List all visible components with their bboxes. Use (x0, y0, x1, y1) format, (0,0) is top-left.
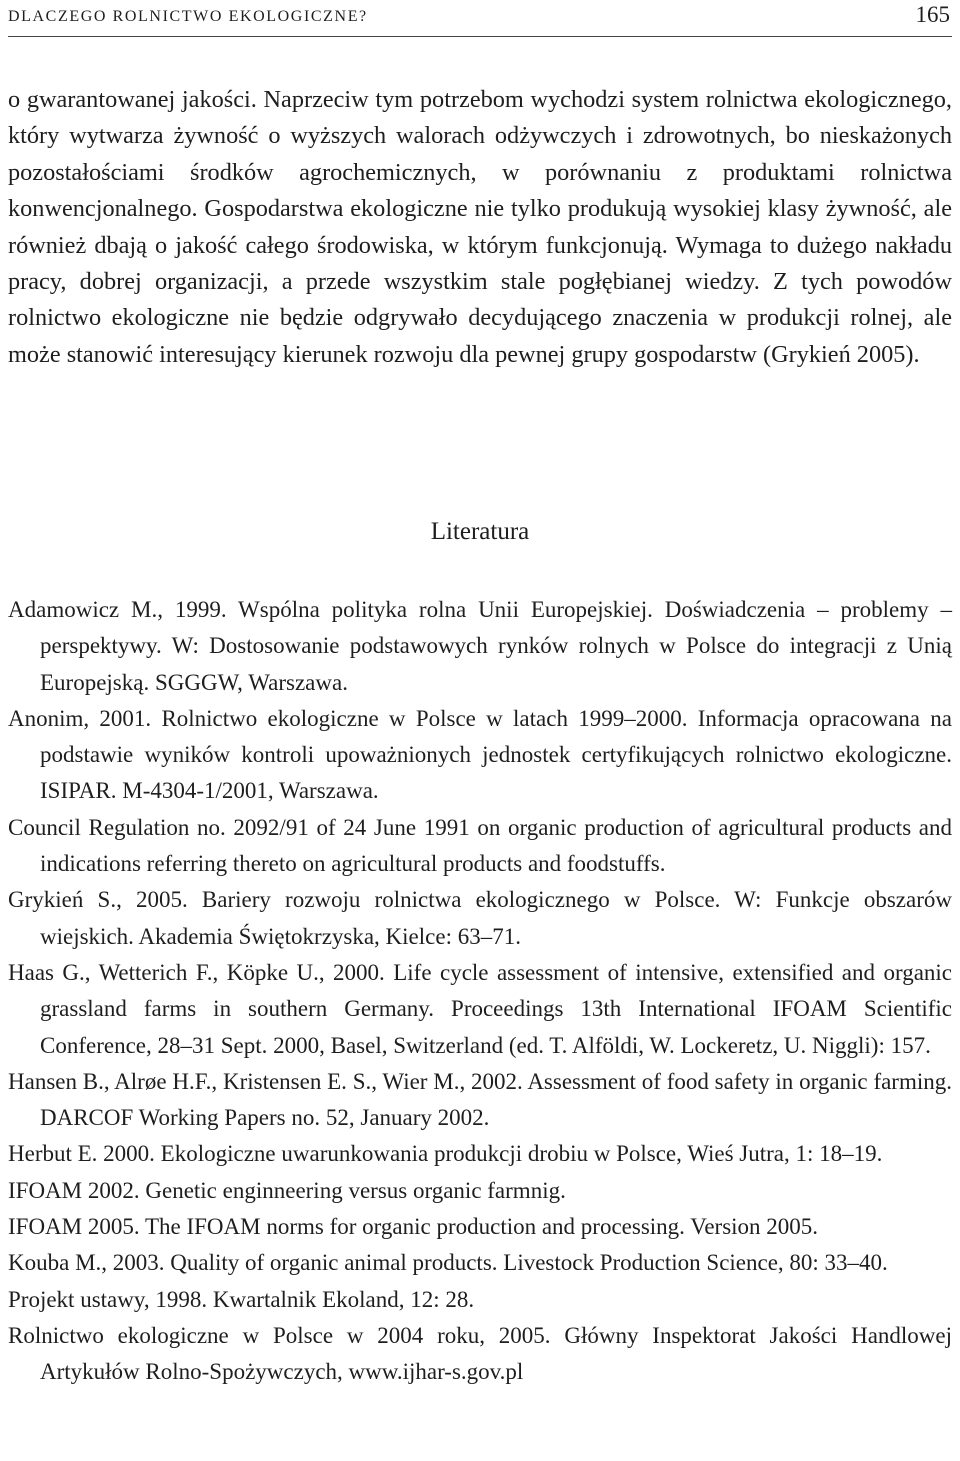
reference-item: Herbut E. 2000. Ekologiczne uwarunkowania produkcji drobiu w Polsce, Wieś Jutra, 1: 18–19. (8, 1141, 883, 1167)
reference-item: IFOAM 2002. Genetic enginneering versus organic farmnig. (8, 1177, 566, 1203)
reference-item: Council Regulation no. 2092/91 of 24 June 1991 on organic production of agricultural products and indications referring thereto on agricultural products and foodstuffs. (8, 814, 952, 877)
reference-item: Rolnictwo ekologiczne w Polsce w 2004 roku, 2005. Główny Inspektorat Jakości Handlowej Artykułów Rolno-Spożywczych, www.ijhar-s.gov.pl (8, 1322, 952, 1385)
reference-item: Haas G., Wetterich F., Köpke U., 2000. Life cycle assessment of intensive, extensified and organic grassland farms in southern Germany. Proceedings 13th International IFOAM Scientific Conference, 28–31 Sept. 2000, Basel, Switzerland (ed. T. Alföldi, W. Lockeretz, U. Niggli): 157. (8, 959, 952, 1058)
reference-item: Adamowicz M., 1999. Wspólna polityka rolna Unii Europejskiej. Doświadczenia – problemy – perspektywy. W: Dostosowanie podstawowych rynków rolnych w Polsce do integracji z Unią Europejską. SGGGW, Warszawa. (8, 597, 952, 695)
reference-list (8, 592, 952, 1391)
reference-item: IFOAM 2005. The IFOAM norms for organic production and processing. Version 2005. (8, 1214, 819, 1240)
reference-item: Hansen B., Alrøe H.F., Kristensen E. S., Wier M., 2002. Assessment of food safety in organic farming. DARCOF Working Papers no. 52, January 2002. (8, 1068, 952, 1131)
running-head (8, 0, 952, 37)
section-heading: Literatura (430, 518, 530, 545)
body-paragraph: o gwarantowanej jakości. Naprzeciw tym potrzebom wychodzi system rolnictwa ekologicznego, który wytwarza żywność o wyższych walorach odżywczych i zdrowotnych, bo nieskażonych pozostałościami środków agrochemicznych, w porównaniu z produktami rolnictwa konwencjonalnego. Gospodarstwa ekologiczne nie tylko produkują wysokiej klasy żywność, ale również dbają o jakość całego środowiska, w którym funkcjonują. Wymaga to dużego nakładu pracy, dobrej organizacji, a przede wszystkim stale pogłębianej wiedzy. Z tych powodów rolnictwo ekologiczne nie będzie odgrywało decydującego znaczenia w produkcji rolnej, ale może stanowić interesujący kierunek rozwoju dla pewnej grupy gospodarstw (Grykień 2005). (8, 86, 952, 368)
reference-item: Grykień S., 2005. Bariery rozwoju rolnictwa ekologicznego w Polsce. W: Funkcje obszarów wiejskich. Akademia Świętokrzyska, Kielce: 63–71. (8, 887, 952, 949)
reference-item: Projekt ustawy, 1998. Kwartalnik Ekoland, 12: 28. (8, 1286, 475, 1312)
reference-item: Kouba M., 2003. Quality of organic animal products. Livestock Production Science, 80: 33–40. (8, 1250, 888, 1276)
page-number: 165 (915, 2, 950, 27)
reference-item: Anonim, 2001. Rolnictwo ekologiczne w Polsce w latach 1999–2000. Informacja opracowana na podstawie wyników kontroli upoważnionych jednostek certyfikujących rolnictwo ekologiczne. ISIPAR. M-4304-1/2001, Warszawa. (8, 705, 952, 804)
running-head-title: DLACZEGO ROLNICTWO EKOLOGICZNE? (8, 8, 368, 25)
